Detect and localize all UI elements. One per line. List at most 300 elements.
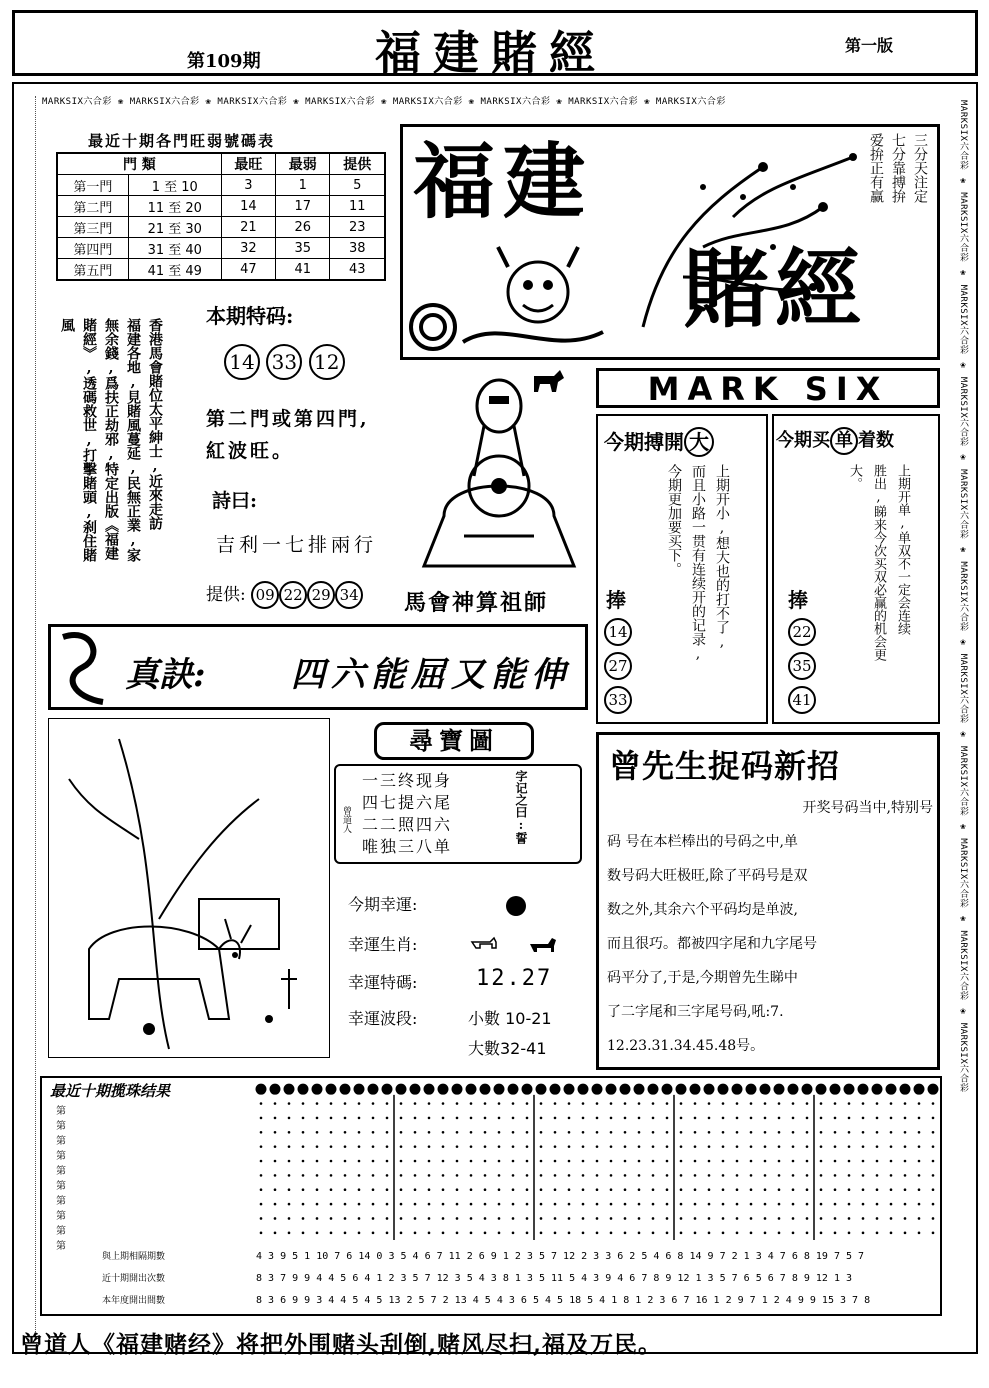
grid-dot (844, 1084, 854, 1094)
grid-dot (312, 1084, 322, 1094)
grid-dot (582, 1188, 585, 1191)
grid-dot (932, 1232, 935, 1235)
story-col: 福建各地,見賭風蔓延,民無正業,家 (125, 318, 141, 562)
grid-dot (862, 1217, 865, 1220)
grid-dot (288, 1232, 291, 1235)
grid-dot (358, 1174, 361, 1177)
grid-dot (456, 1188, 459, 1191)
zeng-line: 数号码大旺极旺,除了平码号是双 (607, 868, 808, 884)
grid-dot (274, 1131, 277, 1134)
grid-dot (484, 1102, 487, 1105)
grid-dot (680, 1203, 683, 1206)
grid-dot (778, 1102, 781, 1105)
grid-dot (890, 1217, 893, 1220)
grid-dot (288, 1174, 291, 1177)
row-label: 第 (56, 1121, 66, 1132)
grid-dot (302, 1217, 305, 1220)
grid-dot (358, 1203, 361, 1206)
hot-value: 21 (221, 217, 275, 238)
grid-dot (470, 1174, 473, 1177)
grid-dot (596, 1217, 599, 1220)
grid-dot (260, 1203, 263, 1206)
results-row-labels (56, 1104, 66, 1254)
grid-dot (792, 1102, 795, 1105)
grid-dot (610, 1117, 613, 1120)
grid-dot (288, 1160, 291, 1163)
grid-dot (512, 1131, 515, 1134)
treasure-seal: 曾道人 (341, 806, 351, 833)
door-name: 第五門 (57, 259, 128, 281)
scroll-curl-icon (53, 627, 113, 707)
grid-dot (736, 1188, 739, 1191)
grid-dot (624, 1145, 627, 1148)
grid-dot (858, 1084, 868, 1094)
grid-dot (778, 1131, 781, 1134)
grid-dot (862, 1232, 865, 1235)
grid-dot (750, 1117, 753, 1120)
edition-label: 第一版 (845, 36, 894, 55)
grid-dot (344, 1160, 347, 1163)
grid-dot (848, 1160, 851, 1163)
grid-dot (456, 1117, 459, 1120)
grid-dot (372, 1174, 375, 1177)
grid-dot (568, 1232, 571, 1235)
weak-value: 1 (276, 175, 330, 196)
odd-tip-box (772, 414, 940, 724)
give-value: 38 (330, 238, 385, 259)
lucky-zodiac-icons (470, 932, 560, 952)
grid-dot (442, 1188, 445, 1191)
grid-dot (400, 1145, 403, 1148)
grid-dot (274, 1117, 277, 1120)
grid-dot (274, 1145, 277, 1148)
grid-dot (876, 1160, 879, 1163)
special-number: 14 (224, 344, 260, 380)
grid-dot (634, 1084, 644, 1094)
grid-dot (666, 1160, 669, 1163)
grid-dot (648, 1084, 658, 1094)
grid-dot (498, 1188, 501, 1191)
grid-dot (484, 1160, 487, 1163)
treasure-scroll (334, 764, 582, 864)
door-range: 1 至 10 (128, 175, 221, 196)
grid-dot (442, 1232, 445, 1235)
grid-dot (806, 1102, 809, 1105)
grid-dot (564, 1084, 574, 1094)
grid-dot (652, 1145, 655, 1148)
grid-dot (442, 1117, 445, 1120)
pick-number: 22 (788, 618, 816, 646)
grid-dot (932, 1203, 935, 1206)
grid-dot (722, 1160, 725, 1163)
zeng-box (596, 732, 940, 1070)
lucky-big: 大數32-41 (468, 1039, 547, 1058)
grid-dot (526, 1117, 529, 1120)
grid-dot (876, 1217, 879, 1220)
grid-dot (652, 1232, 655, 1235)
treasure-line: 一三终现身 (362, 771, 453, 790)
grid-dot (438, 1084, 448, 1094)
grid-dot (638, 1117, 641, 1120)
grid-dot (386, 1102, 389, 1105)
grid-dot (302, 1102, 305, 1105)
grid-dot (862, 1188, 865, 1191)
grid-dot (484, 1117, 487, 1120)
grid-dot (876, 1102, 879, 1105)
grid-dot (638, 1145, 641, 1148)
grid-dot (806, 1232, 809, 1235)
grid-dot (680, 1160, 683, 1163)
odd-tip-title: 今期买 单 着数 (776, 426, 894, 455)
grid-dot (288, 1102, 291, 1105)
pick-number: 41 (788, 686, 816, 714)
grid-dot (522, 1084, 532, 1094)
row-label: 第 (56, 1136, 66, 1147)
grid-dot (498, 1174, 501, 1177)
lucky-special-label: 幸運特碼: (348, 973, 418, 992)
grid-dot (428, 1160, 431, 1163)
row-label: 第 (56, 1151, 66, 1162)
grid-dot (778, 1160, 781, 1163)
grid-dot (316, 1232, 319, 1235)
grid-dot (638, 1232, 641, 1235)
grid-dot (708, 1203, 711, 1206)
special-number: 12 (309, 344, 345, 380)
grid-dot (344, 1145, 347, 1148)
grid-dot (540, 1188, 543, 1191)
odd-picks (788, 618, 818, 714)
grid-dot (554, 1102, 557, 1105)
grid-dot (470, 1102, 473, 1105)
grid-dot (666, 1232, 669, 1235)
zeng-line: 码平分了,于是,今期曾先生睇中 (607, 970, 798, 986)
grid-dot (400, 1160, 403, 1163)
grid-dot (876, 1145, 879, 1148)
grid-dot (722, 1232, 725, 1235)
grid-dot (372, 1145, 375, 1148)
grid-dot (512, 1145, 515, 1148)
grid-dot (666, 1102, 669, 1105)
grid-dot (918, 1160, 921, 1163)
grid-dot (736, 1145, 739, 1148)
grid-dot (498, 1160, 501, 1163)
zeng-line: 12.23.31.34.45.48号。 (607, 1038, 765, 1054)
grid-dot (918, 1232, 921, 1235)
grid-dot (372, 1217, 375, 1220)
grid-dot (550, 1084, 560, 1094)
grid-dot (834, 1174, 837, 1177)
grid-dot (708, 1188, 711, 1191)
grid-dot (806, 1203, 809, 1206)
grid-dot (554, 1131, 557, 1134)
grid-dot (582, 1117, 585, 1120)
grid-dot (358, 1232, 361, 1235)
grid-dot (624, 1217, 627, 1220)
grid-dot (746, 1084, 756, 1094)
grid-dot (932, 1160, 935, 1163)
grid-dot (694, 1117, 697, 1120)
grid-dot (484, 1188, 487, 1191)
grid-dot (260, 1232, 263, 1235)
grid-dot (806, 1131, 809, 1134)
grid-dot (848, 1131, 851, 1134)
grid-dot (456, 1102, 459, 1105)
grid-dot (722, 1203, 725, 1206)
grid-dot (372, 1232, 375, 1235)
grid-dot (526, 1217, 529, 1220)
grid-dot (708, 1232, 711, 1235)
grid-dot (694, 1188, 697, 1191)
grid-dot (596, 1174, 599, 1177)
horse-icon (534, 370, 564, 392)
col-weak: 最弱 (276, 153, 330, 175)
grid-dot (382, 1084, 392, 1094)
grid-dot (792, 1174, 795, 1177)
grid-dot (568, 1131, 571, 1134)
grid-dot (274, 1174, 277, 1177)
grid-dot (750, 1102, 753, 1105)
grid-dot (862, 1131, 865, 1134)
count-row: 8 3 7 9 9 4 4 5 6 4 1 2 3 5 7 12 3 5 4 3 8 1 3 5 11 5 4 3 9 4 6 7 8 9 12 1 3 5 7 6 5 6 7 8 9 12 1 3 (256, 1273, 853, 1284)
grid-dot (400, 1174, 403, 1177)
grid-dot (932, 1145, 935, 1148)
grid-dot (298, 1084, 308, 1094)
grid-dot (470, 1217, 473, 1220)
grid-dot (372, 1102, 375, 1105)
grid-dot (680, 1131, 683, 1134)
grid-dot (932, 1131, 935, 1134)
grid-dot (708, 1160, 711, 1163)
give-value: 43 (330, 259, 385, 281)
grid-dot (326, 1084, 336, 1094)
verse-label: 真訣: (125, 655, 206, 695)
grid-dot (540, 1117, 543, 1120)
horse-icon (530, 938, 556, 952)
grid-dot (260, 1102, 263, 1105)
grid-dot (680, 1232, 683, 1235)
grid-dot (624, 1102, 627, 1105)
grid-dot (400, 1102, 403, 1105)
grid-dot (442, 1174, 445, 1177)
grid-dot (904, 1232, 907, 1235)
results-sum-labels (102, 1246, 165, 1312)
grid-dot (760, 1084, 770, 1094)
verse-banner (48, 624, 588, 710)
grid-dot (372, 1131, 375, 1134)
grid-dot (316, 1188, 319, 1191)
grid-dot (904, 1174, 907, 1177)
grid-dot (620, 1084, 630, 1094)
grid-dot (764, 1131, 767, 1134)
grid-dot (750, 1160, 753, 1163)
lucky-wave-label: 幸運波段: (348, 1009, 418, 1028)
grid-dot (396, 1084, 406, 1094)
big-picks (604, 618, 634, 714)
left-vertical-story (56, 318, 166, 596)
grid-dot (764, 1160, 767, 1163)
grid-dot (274, 1102, 277, 1105)
special-number: 33 (266, 344, 302, 380)
grid-dot (582, 1232, 585, 1235)
grid-dot (736, 1232, 739, 1235)
results-dot-grid (254, 1082, 940, 1240)
sum-label: 近十期開出次數 (102, 1274, 166, 1284)
odd-tip-text (842, 464, 914, 714)
grid-dot (508, 1084, 518, 1094)
grid-dot (428, 1217, 431, 1220)
grid-dot (680, 1188, 683, 1191)
grid-dot (344, 1188, 347, 1191)
grid-dot (596, 1131, 599, 1134)
grid-dot (498, 1102, 501, 1105)
grid-dot (792, 1188, 795, 1191)
grid-dot (932, 1217, 935, 1220)
grid-dot (792, 1131, 795, 1134)
weak-value: 26 (276, 217, 330, 238)
grid-dot (736, 1203, 739, 1206)
weak-value: 35 (276, 238, 330, 259)
grid-dot (610, 1232, 613, 1235)
grid-dot (792, 1160, 795, 1163)
grid-dot (274, 1217, 277, 1220)
grid-dot (512, 1160, 515, 1163)
grid-dot (764, 1145, 767, 1148)
lucky-section (340, 884, 590, 1064)
master-caption: 馬會神算祖師 (404, 591, 549, 616)
grid-dot (778, 1145, 781, 1148)
master-figure-illustration (404, 366, 594, 580)
grid-dot (876, 1188, 879, 1191)
grid-dot (288, 1117, 291, 1120)
hot-table (56, 152, 386, 281)
grid-dot (676, 1084, 686, 1094)
grid-dot (372, 1203, 375, 1206)
grid-dot (886, 1084, 896, 1094)
grid-dot (890, 1188, 893, 1191)
grid-dot (442, 1160, 445, 1163)
grid-dot (610, 1145, 613, 1148)
footer-slogan: 曾道人《福建赌经》将把外围赌头刮倒,赌风尽扫,福及万民。 (20, 1331, 663, 1358)
grid-dot (428, 1117, 431, 1120)
grid-dot (638, 1174, 641, 1177)
grid-dot (386, 1131, 389, 1134)
grid-dot (526, 1160, 529, 1163)
grid-dot (386, 1160, 389, 1163)
grid-dot (652, 1217, 655, 1220)
grid-dot (820, 1232, 823, 1235)
grid-dot (330, 1174, 333, 1177)
grid-dot (386, 1232, 389, 1235)
grid-dot (386, 1117, 389, 1120)
grid-dot (750, 1188, 753, 1191)
grid-dot (806, 1117, 809, 1120)
treasure-line: 四七提六尾 (362, 793, 453, 812)
row-label: 第 (56, 1106, 66, 1117)
grid-dot (484, 1145, 487, 1148)
grid-dot (722, 1174, 725, 1177)
grid-dot (400, 1232, 403, 1235)
grid-dot (330, 1160, 333, 1163)
grid-dot (750, 1174, 753, 1177)
hot-value: 32 (221, 238, 275, 259)
grid-dot (918, 1188, 921, 1191)
grid-dot (372, 1188, 375, 1191)
grid-dot (554, 1203, 557, 1206)
grid-dot (512, 1232, 515, 1235)
grid-dot (876, 1117, 879, 1120)
big-tip-text (662, 464, 734, 694)
grid-dot (778, 1117, 781, 1120)
door-name: 第一門 (57, 175, 128, 196)
grid-dot (466, 1084, 476, 1094)
grid-dot (512, 1174, 515, 1177)
grid-dot (526, 1174, 529, 1177)
tip-col: 而且小路一贯有连续开的记录, (690, 464, 706, 662)
grid-dot (652, 1188, 655, 1191)
grid-dot (456, 1131, 459, 1134)
grid-dot (582, 1160, 585, 1163)
grid-dot (638, 1102, 641, 1105)
grid-dot (414, 1203, 417, 1206)
grid-dot (330, 1217, 333, 1220)
grid-dot (890, 1160, 893, 1163)
grid-dot (750, 1217, 753, 1220)
grid-dot (274, 1203, 277, 1206)
grid-dot (750, 1203, 753, 1206)
grid-dot (358, 1145, 361, 1148)
grid-dot (410, 1084, 420, 1094)
grid-dot (288, 1203, 291, 1206)
grid-dot (536, 1084, 546, 1094)
story-col: 風 (59, 318, 75, 332)
grid-dot (900, 1084, 910, 1094)
grid-dot (368, 1084, 378, 1094)
grid-dot (666, 1131, 669, 1134)
door-range: 41 至 49 (128, 259, 221, 281)
grid-dot (344, 1102, 347, 1105)
grid-dot (624, 1188, 627, 1191)
side-line: 三分天注定 (912, 133, 928, 203)
grid-dot (260, 1117, 263, 1120)
grid-dot (302, 1203, 305, 1206)
grid-dot (904, 1102, 907, 1105)
grid-dot (690, 1084, 700, 1094)
grid-dot (904, 1131, 907, 1134)
grid-dot (428, 1203, 431, 1206)
grid-dot (736, 1160, 739, 1163)
grid-dot (568, 1145, 571, 1148)
odd-pick-label: 捧 (788, 588, 808, 612)
grid-dot (624, 1203, 627, 1206)
grid-dot (302, 1117, 305, 1120)
grid-dot (302, 1145, 305, 1148)
grid-dot (358, 1117, 361, 1120)
grid-dot (260, 1188, 263, 1191)
grid-dot (890, 1145, 893, 1148)
grid-dot (330, 1117, 333, 1120)
grid-dot (862, 1145, 865, 1148)
grid-dot (918, 1174, 921, 1177)
grid-dot (526, 1131, 529, 1134)
grid-dot (358, 1188, 361, 1191)
grid-dot (806, 1217, 809, 1220)
grid-dot (652, 1131, 655, 1134)
grid-dot (596, 1188, 599, 1191)
grid-dot (666, 1174, 669, 1177)
pick-number: 35 (788, 652, 816, 680)
marksix-top-strip: MARKSIX六合彩 ❀ MARKSIX六合彩 ❀ MARKSIX六合彩 ❀ MARKSIX六合彩 ❀ MARKSIX六合彩 ❀ MARKSIX六合彩 ❀ MARKSIX六合彩 ❀ MARKSIX六合彩 (42, 97, 726, 107)
grid-dot (554, 1117, 557, 1120)
